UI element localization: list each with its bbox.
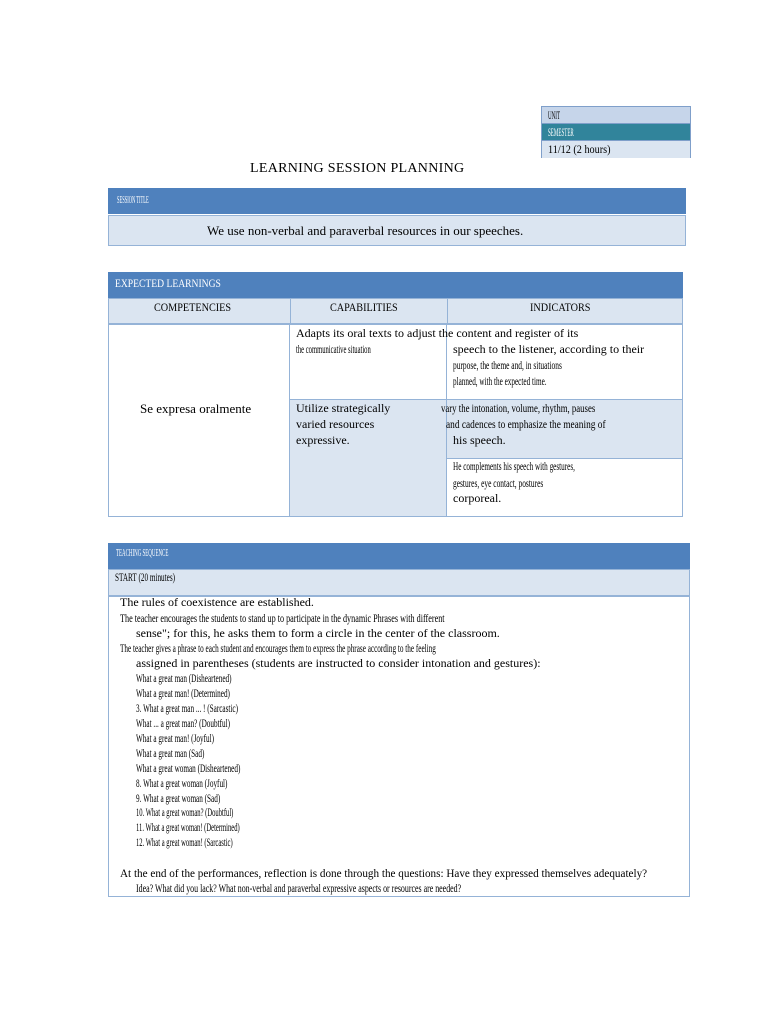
start-label: START (20 minutes)	[115, 570, 176, 584]
unit-row: UNIT	[542, 107, 690, 124]
sequence-line-4: The teacher gives a phrase to each student and encourages them to express the phrase according to the feeling	[120, 641, 436, 655]
indicators-column-header: INDICATORS	[447, 299, 683, 324]
sequence-line-2: The teacher encourages the students to stand up to participate in the dynamic Phrases with different	[120, 611, 445, 625]
indicator-3-line-3: corporeal.	[453, 491, 502, 505]
capability-1-line-1: Adapts its oral texts to adjust the content and register of its	[296, 326, 579, 340]
capabilities-column-header: CAPABILITIES	[290, 299, 448, 324]
capability-1-line-2: the communicative situation	[296, 342, 371, 356]
phrase-2: What a great man! (Determined)	[136, 686, 230, 700]
sequence-line-1: The rules of coexistence are established.	[120, 595, 314, 609]
competencies-column-header: COMPETENCIES	[154, 300, 232, 314]
phrase-5: What a great man! (Joyful)	[136, 731, 214, 745]
phrase-11: 11. What a great woman! (Determined)	[136, 820, 240, 834]
phrase-1: What a great man (Disheartened)	[136, 671, 232, 685]
indicator-1-line-3: planned, with the expected time.	[453, 374, 547, 388]
session-title-text: We use non-verbal and paraverbal resources in our speeches.	[108, 215, 686, 246]
sequence-line-5: assigned in parentheses (students are instructed to consider intonation and gestures):	[136, 656, 541, 670]
semester-row: SEMESTER	[542, 124, 690, 141]
unit-info-box	[541, 106, 691, 158]
session-title-header: SESSION TITLE	[108, 188, 686, 214]
start-row	[108, 569, 690, 596]
sequence-line-7: Idea? What did you lack? What non-verbal and paraverbal expressive aspects or resources are needed?	[136, 881, 462, 895]
sequence-line-6: At the end of the performances, reflection is done through the questions: Have they expressed themselves adequately?	[120, 866, 648, 880]
phrase-12: 12. What a great woman! (Sarcastic)	[136, 835, 233, 849]
phrase-7: What a great woman (Disheartened)	[136, 761, 241, 775]
indicator-3-line-1: He complements his speech with gestures,	[453, 459, 575, 473]
sequence-line-3: sense"; for this, he asks them to form a circle in the center of the classroom.	[136, 626, 500, 640]
teaching-sequence-header: TEACHING SEQUENCE	[108, 543, 690, 569]
indicator-2-line-1: vary the intonation, volume, rhythm, pauses	[441, 401, 596, 415]
phrase-9: 9. What a great woman (Sad)	[136, 791, 221, 805]
phrase-4: What ... a great man? (Doubtful)	[136, 716, 230, 730]
competency-text: Se expresa oralmente	[140, 401, 252, 416]
indicator-1-line-2: purpose, the theme and, in situations	[453, 358, 562, 372]
indicator-1-line-1: speech to the listener, according to their	[453, 342, 645, 356]
phrase-8: 8. What a great woman (Joyful)	[136, 776, 228, 790]
capability-2-line-3: expressive.	[296, 433, 350, 447]
competency-cell	[109, 325, 290, 516]
phrase-6: What a great man (Sad)	[136, 746, 205, 760]
expected-learnings-columns	[108, 298, 683, 324]
indicator-2-line-3: his speech.	[453, 433, 506, 447]
phrase-10: 10. What a great woman? (Doubtful)	[136, 805, 234, 819]
capability-2-line-1: Utilize strategically	[296, 401, 391, 415]
indicator-2-line-2: and cadences to emphasize the meaning of	[446, 417, 606, 431]
expected-learnings-header: EXPECTED LEARNINGS	[108, 272, 683, 298]
phrase-3: 3. What a great man ... ! (Sarcastic)	[136, 701, 239, 715]
date-row: 11/12 (2 hours)	[542, 141, 690, 158]
indicator-3-line-2: gestures, eye contact, postures	[453, 476, 544, 490]
capability-2-line-2: varied resources	[296, 417, 375, 431]
page-title: LEARNING SESSION PLANNING	[250, 161, 465, 176]
